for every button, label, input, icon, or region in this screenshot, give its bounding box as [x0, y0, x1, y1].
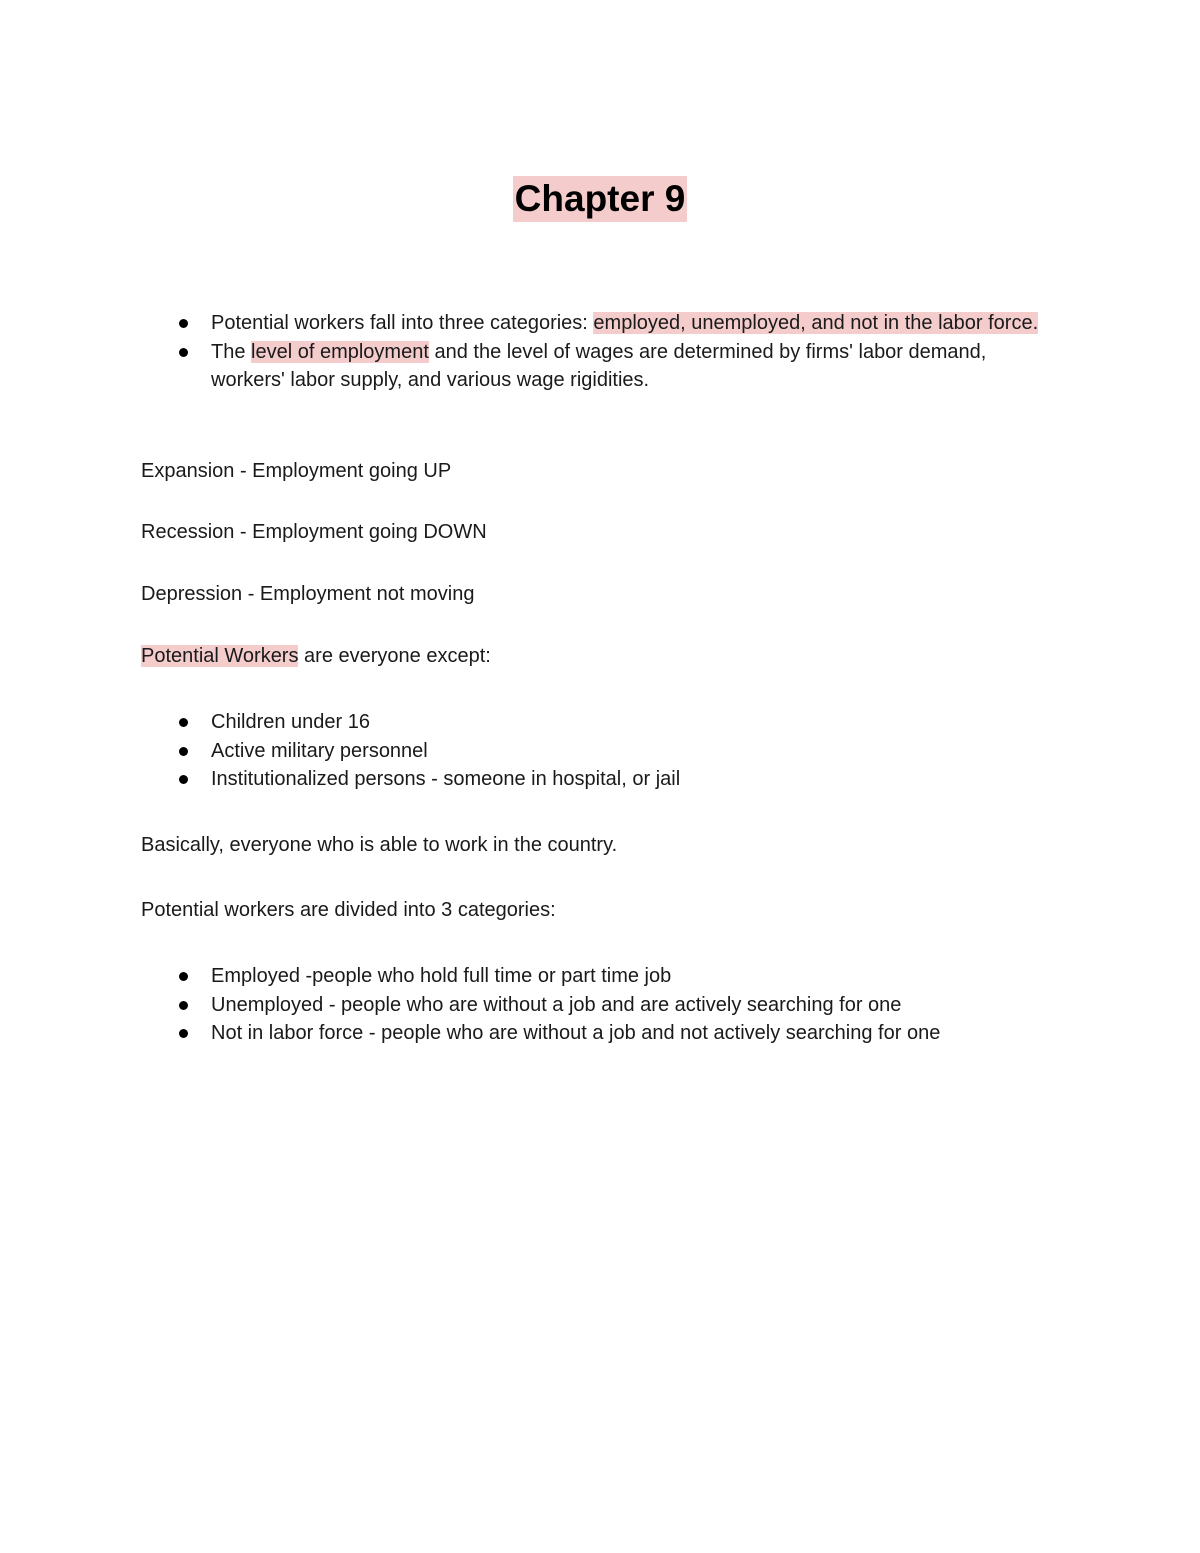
paragraph-rest: are everyone except: [298, 645, 491, 667]
list-item [0, 1019, 1200, 1048]
bullet-icon [179, 319, 188, 328]
bullet-icon [179, 747, 188, 756]
bullet-icon [179, 1029, 188, 1038]
bullet-icon [179, 348, 188, 357]
depression-definition: Depression - Employment not moving [141, 583, 475, 605]
bullet-text-after: and the level of wages are determined by firms' labor demand, workers' labor supply, and various wage rigidities. [211, 340, 987, 392]
list-item-text: Children under 16 [211, 711, 370, 733]
categories-list [0, 962, 1200, 1048]
list-item [0, 708, 1200, 737]
list-item [0, 991, 1200, 1020]
list-item-text: Institutionalized persons - someone in hospital, or jail [211, 768, 681, 791]
basically-paragraph: Basically, everyone who is able to work in the country. [141, 834, 618, 856]
list-item [0, 309, 1200, 338]
bullet-icon [179, 972, 188, 981]
exceptions-list [0, 708, 1200, 794]
bullet-text-before: The [211, 340, 252, 363]
highlighted-term: Potential Workers [141, 645, 299, 667]
recession-definition: Recession - Employment going DOWN [141, 521, 487, 543]
intro-bullet-list [0, 309, 1200, 395]
list-item-text: Unemployed - people who are without a job and are actively searching for one [211, 993, 902, 1016]
bullet-icon [179, 775, 188, 784]
list-item [0, 962, 1200, 991]
bullet-icon [179, 1001, 188, 1010]
list-item [0, 338, 1200, 395]
highlighted-phrase: level of employment [251, 340, 429, 363]
list-item [0, 737, 1200, 766]
divided-intro-paragraph: Potential workers are divided into 3 categories: [141, 899, 556, 921]
title-container [0, 176, 1200, 222]
expansion-definition: Expansion - Employment going UP [141, 460, 452, 482]
list-item [0, 765, 1200, 794]
chapter-title: Chapter 9 [513, 176, 688, 222]
highlighted-phrase: employed, unemployed, and not in the labor force. [593, 312, 1039, 334]
bullet-text-before: Potential workers fall into three categories: [211, 312, 594, 334]
bullet-icon [179, 718, 188, 727]
list-item-text: Active military personnel [211, 739, 428, 762]
list-item-text: Employed -people who hold full time or part time job [211, 965, 672, 987]
list-item-text: Not in labor force - people who are without a job and not actively searching for one [211, 1022, 941, 1045]
potential-workers-paragraph [141, 642, 1061, 671]
